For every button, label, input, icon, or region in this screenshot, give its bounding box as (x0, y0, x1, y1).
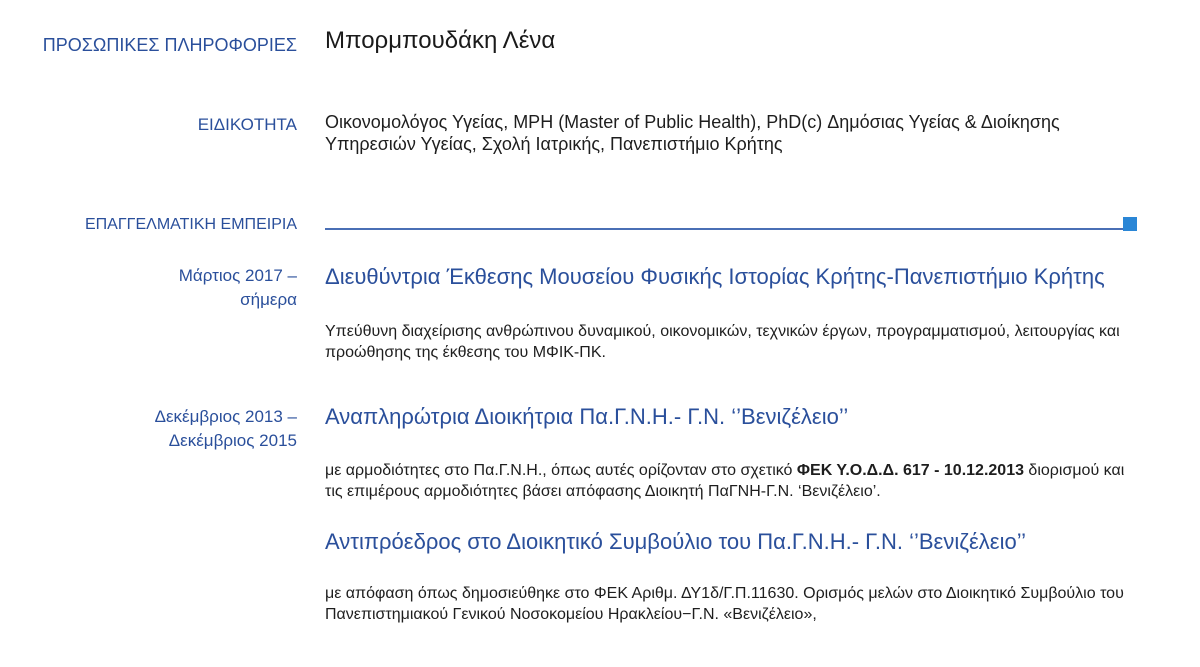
section-label-specialty: ΕΙΔΙΚΟΤΗΤΑ (197, 115, 297, 134)
person-name: Μπορμπουδάκη Λένα (325, 27, 556, 54)
entry-title: Διευθύντρια Έκθεσης Μουσείου Φυσικής Ιστορίας Κρήτης-Πανεπιστήμιο Κρήτης (325, 264, 1105, 289)
section-label-personal: ΠΡΟΣΩΠΙΚΕΣ ΠΛΗΡΟΦΟΡΙΕΣ (42, 35, 297, 55)
entry-description-fek: ΦΕΚ Υ.Ο.Δ.Δ. 617 - 10.12.2013 (796, 462, 1024, 479)
entry-date-end: σήμερα (240, 290, 297, 309)
specialty-text: Οικονομολόγος Υγείας, MPH (Master of Public Health), PhD(c) Δημόσιας Υγείας & Διοίκησης Υπηρεσιών Υγείας, Σχολή Ιατρικής, Πανεπιστήμιο Κρήτης (325, 112, 1060, 154)
entry-date-start: Δεκέμβριος 2013 – (154, 407, 297, 426)
section-divider (325, 228, 1123, 230)
entry-date-end: Δεκέμβριος 2015 (168, 431, 297, 450)
section-label-experience: ΕΠΑΓΓΕΛΜΑΤΙΚΗ ΕΜΠΕΙΡΙΑ (84, 216, 297, 233)
entry-description: Υπεύθυνη διαχείρισης ανθρώπινου δυναμικού, οικονομικών, τεχνικών έργων, προγραμματισμού, λειτουργίας και προώθησης της έκθεσης του ΜΦΙΚ-ΠΚ. (325, 323, 1120, 361)
entry-description-post: διορισμού και τις επιμέρους αρμοδιότητες βάσει απόφασης Διοικητή ΠαΓΝΗ-Γ.Ν. ‘Βενιζέλειο’. (325, 462, 1125, 500)
entry-description-pre: με αρμοδιότητες στο Πα.Γ.Ν.Η., όπως αυτές ορίζονταν στο σχετικό (325, 462, 797, 479)
entry-date-start: Μάρτιος 2017 – (178, 266, 297, 285)
entry-subtitle: Αντιπρόεδρος στο Διοικητικό Συμβούλιο του Πα.Γ.Ν.Η.- Γ.Ν. ‘’Βενιζέλειο’’ (325, 529, 1027, 554)
entry-subtitle-description: με απόφαση όπως δημοσιεύθηκε στο ΦΕΚ Αριθμ. ΔΥ1δ/Γ.Π.11630. Ορισμός μελών στο Διοικητικό Συμβούλιο του Πανεπιστημιακού Γενικού Νοσοκομείου Ηρακλείου−Γ.Ν. «Βενιζέλειο», (325, 585, 1124, 623)
entry-description (325, 460, 1145, 502)
entry-title: Αναπληρώτρια Διοικήτρια Πα.Γ.Ν.Η.- Γ.Ν. ‘’Βενιζέλειο’’ (325, 404, 849, 429)
divider-marker-square (1123, 217, 1137, 231)
